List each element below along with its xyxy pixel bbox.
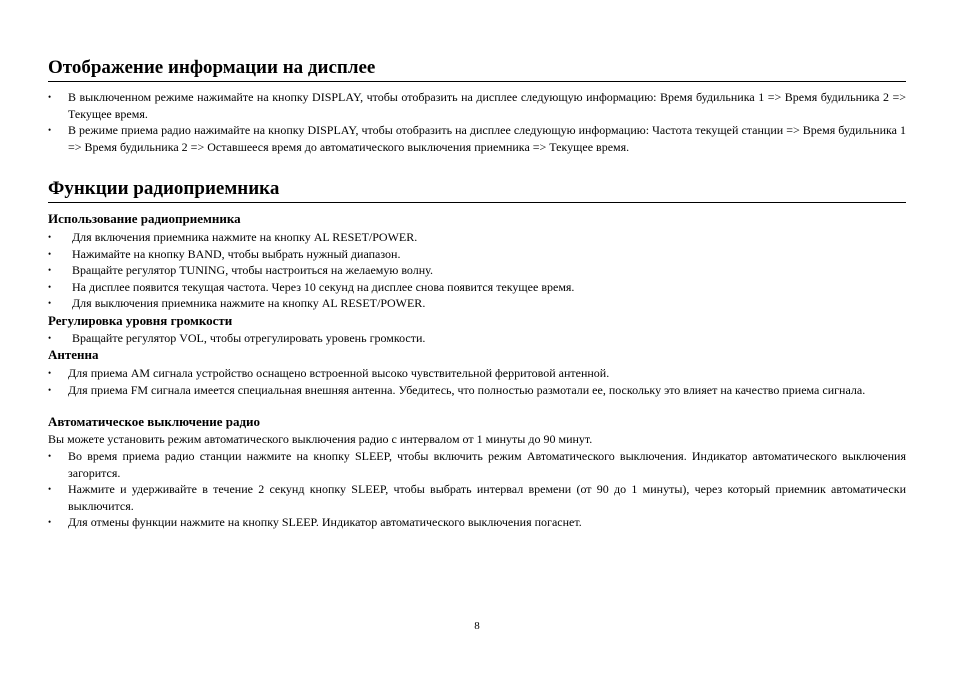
list-item: • Для выключения приемника нажмите на кнопку AL RESET/POWER. xyxy=(48,296,426,310)
list-item: • Во время приема радио станции нажмите на кнопку SLEEP, чтобы включить режим Автоматического выключения. Индикатор автоматического выключения загорится. xyxy=(48,449,906,480)
bullet-icon: • xyxy=(48,232,52,242)
bullet-icon: • xyxy=(48,92,52,102)
list-item: • В режиме приема радио нажимайте на кнопку DISPLAY, чтобы отобразить на дисплее следующую информацию: Частота текущей станции => Время будильника 1 => Время будильника 2 => Оставшееся время до автоматического выключения приемника => Текущее время. xyxy=(48,123,906,154)
bullet-icon: • xyxy=(48,125,52,135)
subsection-title-usage: Использование радиоприемника xyxy=(48,211,241,226)
list-item: • Нажмите и удерживайте в течение 2 секунд кнопку SLEEP, чтобы выбрать интервал времени (от 90 до 1 минуты), через который приемник автоматически выключится. xyxy=(48,482,906,513)
bullet-icon: • xyxy=(48,368,52,378)
bullet-icon: • xyxy=(48,451,52,461)
bullet-icon: • xyxy=(48,333,52,343)
bullet-icon: • xyxy=(48,517,52,527)
antenna-list xyxy=(48,365,906,398)
bullet-icon: • xyxy=(48,265,52,275)
list-item: • Для приема FM сигнала имеется специальная внешняя антенна. Убедитесь, что полностью размотали ее, поскольку это влияет на качество приема сигнала. xyxy=(48,382,866,397)
list-item: • Для включения приемника нажмите на кнопку AL RESET/POWER. xyxy=(48,230,418,244)
sleep-list xyxy=(48,448,906,531)
bullet-icon: • xyxy=(48,484,52,494)
section-title-radio: Функции радиоприемника xyxy=(48,178,906,203)
bullet-icon: • xyxy=(48,281,52,292)
section-title-display: Отображение информации на дисплее xyxy=(48,57,906,82)
subsection-title-volume: Регулировка уровня громкости xyxy=(48,313,233,328)
subsection-title-antenna: Антенна xyxy=(48,347,99,362)
list-item: • В выключенном режиме нажимайте на кнопку DISPLAY, чтобы отобразить на дисплее следующую информацию: Время будильника 1 => Время будильника 2 => Текущее время. xyxy=(48,90,906,121)
volume-list xyxy=(48,330,906,347)
bullet-icon: • xyxy=(48,248,52,259)
sleep-block xyxy=(48,431,906,448)
bullet-icon: • xyxy=(48,298,52,308)
list-item: • Вращайте регулятор TUNING, чтобы настроиться на желаемую волну. xyxy=(48,263,433,277)
list-item: • Нажимайте на кнопку BAND, чтобы выбрать нужный диапазон. xyxy=(48,246,401,261)
usage-list xyxy=(48,229,906,312)
list-item: • Для отмены функции нажмите на кнопку SLEEP. Индикатор автоматического выключения погаснет. xyxy=(48,515,582,529)
sleep-intro: Вы можете установить режим автоматического выключения радио с интервалом от 1 минуты до 90 минут. xyxy=(48,432,593,446)
display-list xyxy=(48,89,906,155)
list-item: • Вращайте регулятор VOL, чтобы отрегулировать уровень громкости. xyxy=(48,331,426,345)
bullet-icon: • xyxy=(48,384,52,395)
list-item: • На дисплее появится текущая частота. Через 10 секунд на дисплее снова появится текущее время. xyxy=(48,279,575,294)
subsection-title-sleep: Автоматическое выключение радио xyxy=(48,414,261,429)
page-number: 8 xyxy=(474,620,480,632)
list-item: • Для приема AM сигнала устройство оснащено встроенной высоко чувствительной ферритовой антенной. xyxy=(48,366,610,380)
